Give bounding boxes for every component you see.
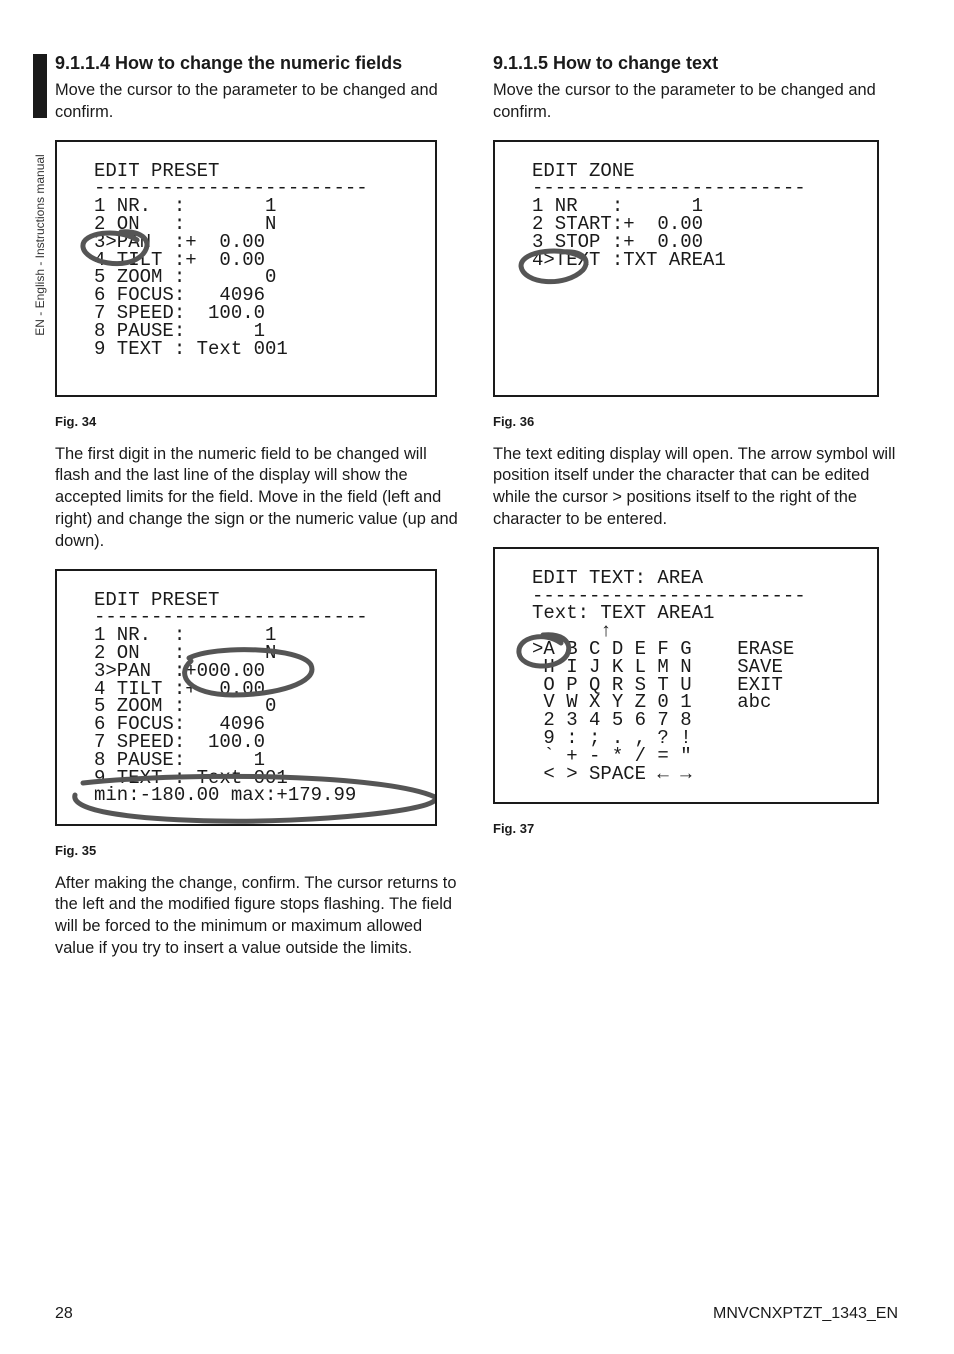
fig36-caption: Fig. 36 (493, 413, 535, 429)
para-after-change: After making the change, confirm. The cursor returns to the left and the modified figure stops flashing. The field will be forced to the minimum or maximum allowed value if you try to insert a value outside the limits. (55, 873, 457, 957)
para-numeric-flash: The first digit in the numeric field to be changed will flash and the last line of the display will show the accepted limits for the field. Move in the field (left and right) and change the sign or the numeric value (up and down). (55, 444, 458, 550)
intro-numeric: Move the cursor to the parameter to be changed and confirm. (55, 81, 438, 121)
fig34-caption: Fig. 34 (55, 413, 97, 429)
document-code: MNVCNXPTZT_1343_EN (713, 1305, 898, 1322)
right-column (493, 50, 897, 837)
fig37-screen (493, 547, 879, 804)
fig35-caption: Fig. 35 (55, 842, 97, 858)
fig36-screen-text: EDIT ZONE ------------------------ 1 NR : 1 2 START:+ 0.00 3 STOP :+ 0.00 4>TEXT :TXT AREA1 (532, 159, 806, 271)
side-tab-marker (33, 54, 47, 118)
left-column (55, 50, 459, 960)
fig34-screen (55, 140, 437, 397)
fig34-screen-text: EDIT PRESET ------------------------ 1 NR. : 1 2 ON : N 3>PAN :+ 0.00 4 TILT :+ 0.00 5 ZOOM : 0 6 FOCUS: 4096 7 SPEED: 100.0 8 PAUSE: 1 9 TEXT : Text 001 (94, 159, 368, 360)
para-text-editing: The text editing display will open. The arrow symbol will position itself under the character that can be edited while the cursor > positions itself to the right of the character to be entered. (493, 444, 896, 528)
fig35-screen-text: EDIT PRESET ------------------------ 1 NR. : 1 2 ON : N 3>PAN :+000.00 4 TILT :+ 0.00 5 ZOOM : 0 6 FOCUS: 4096 7 SPEED: 100.0 8 PAUSE: 1 9 TEXT : Text 001 min:-180.00 max:+179.99 (94, 588, 368, 807)
intro-text: Move the cursor to the parameter to be changed and confirm. (493, 81, 876, 121)
fig37-screen-text: EDIT TEXT: AREA ------------------------ Text: TEXT AREA1 ↑ >A B C D E F G ERASE H I J K L M N SAVE O P Q R S T U EXIT V W X Y Z 0 1 abc 2 3 4 5 6 7 8 9 : ; . , ? ! ` + - * / = " < > SPACE ← → (532, 566, 806, 785)
page-number: 28 (55, 1305, 73, 1322)
fig35-screen (55, 569, 437, 826)
fig36-screen (493, 140, 879, 397)
side-label: EN - English - Instructions manual (33, 154, 47, 336)
fig37-caption: Fig. 37 (493, 820, 535, 836)
section-heading-text: 9.1.1.5 How to change text (493, 53, 719, 73)
section-heading-numeric: 9.1.1.4 How to change the numeric fields (55, 53, 403, 73)
